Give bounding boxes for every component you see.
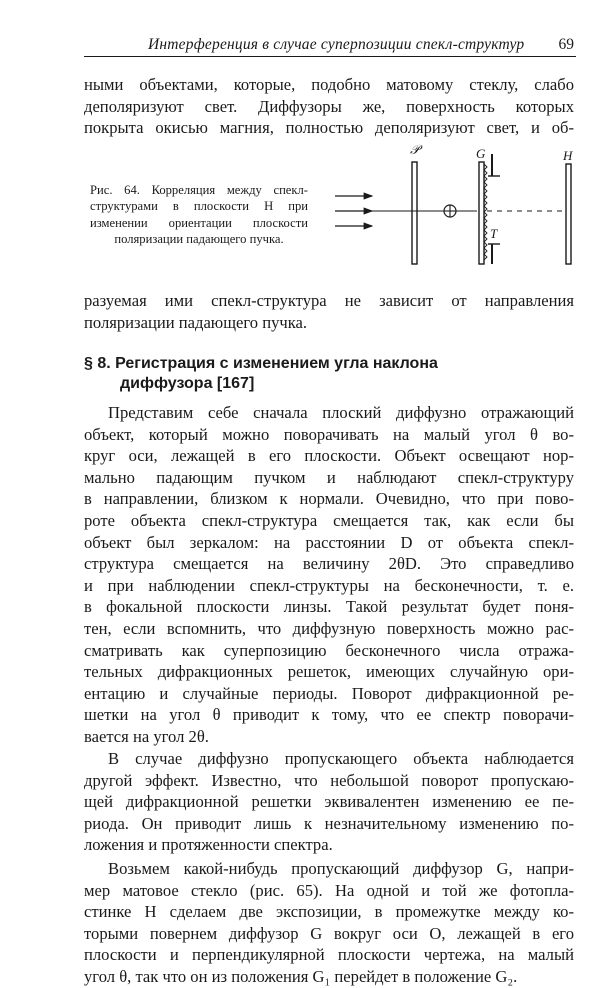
text-line: угол θ, так что он из положения G₁ перейдет в положение G₂. (84, 966, 518, 986)
text-line: другой эффект. Известно, что небольшой поворот пропускаю- (84, 770, 574, 790)
text-line: покрыта окисью магния, полностью деполяризуют свет, и об- (84, 118, 574, 138)
text-line: ентацию и случайные периоды. Поворот дифракционной ре- (84, 683, 574, 703)
text-line: тен, если вспомнить, что диффузную поверхность можно рас- (84, 618, 574, 638)
text-line: и при наблюдении спекл-структуры на бесконечности, т. е. (84, 575, 574, 595)
text-line: мально падающим пучком и наблюдают спекл-структуру (84, 467, 574, 487)
text-line: объект был зеркалом: на расстоянии D от объекта спекл- (84, 532, 574, 552)
paragraph-1 (84, 402, 574, 748)
text-line: разуемая ими спекл-структура не зависит от направления (84, 291, 574, 310)
text-line: ложения и протяженности спектра. (84, 835, 333, 855)
figure-64-diagram (330, 140, 580, 270)
section-title-line: § 8. Регистрация с изменением угла наклона (84, 355, 438, 372)
text-line: Возьмем какой-нибудь пропускающий диффузор G, напри- (108, 859, 574, 878)
label-rotation: T (490, 226, 498, 241)
text-line: круг оси, лежащей в его плоскости. Объект освещают нор- (84, 446, 574, 466)
text-line: роте объекта спекл-структура смещается так, как если бы (84, 510, 574, 530)
text-line: деполяризуют свет. Диффузоры же, поверхность которых (84, 96, 574, 116)
intro-paragraph (84, 74, 574, 139)
text-line: в фокальной плоскости линзы. Такой результат будет поня- (84, 597, 574, 617)
text-line: мер матовое стекло (рис. 65). На одной и той же фотопла- (84, 880, 574, 900)
figure-followup-paragraph (84, 290, 574, 333)
page-header (84, 34, 576, 57)
paragraph-3 (84, 858, 574, 988)
text-line: шетки на угол θ приводит к тому, что ее спектр поворачи- (84, 705, 574, 725)
text-line: в направлении, близком к нормали. Очевидно, что при пово- (84, 489, 574, 509)
text-line: структура смещается на величину 2θD. Это справедливо (84, 554, 574, 574)
caption-line: структурами в плоскости H при (90, 199, 308, 214)
optical-setup-drawing (330, 140, 580, 270)
caption-line: Рис. 64. Корреляция между спекл- (90, 183, 308, 197)
text-line: Представим себе сначала плоский диффузно отражающий (108, 403, 574, 422)
text-line: объект, который можно поворачивать на малый угол θ во- (84, 424, 574, 444)
text-line: риода. Он приводит лишь к незначительному изменению по- (84, 813, 574, 833)
label-screen: H (563, 148, 573, 163)
text-line: вается на угол 2θ. (84, 726, 209, 746)
text-line: торыми повернем диффузор G вокруг оси O, лежащей в его (84, 923, 574, 943)
caption-line: поляризации падающего пучка. (114, 232, 284, 247)
paragraph-2 (84, 748, 574, 856)
label-diffuser: G (476, 146, 486, 161)
text-line: плоскости и перпендикулярной плоскости чертежа, на малый (84, 945, 574, 965)
text-line: ными объектами, которые, подобно матовому стеклу, слабо (84, 75, 574, 94)
screen-plate-h (566, 164, 571, 264)
diffuser-plate (479, 162, 484, 264)
text-line: В случае диффузно пропускающего объекта наблюдается (108, 749, 574, 768)
running-title: Интерференция в случае суперпозиции спекл-структур (148, 36, 525, 53)
label-polarizer: 𝒫 (410, 142, 420, 157)
caption-line: изменении ориентации плоскости (90, 215, 308, 230)
text-line: тельных дифракционных решеток, имеющих случайную ори- (84, 662, 574, 682)
section-title-line: диффузора [167] (120, 375, 255, 392)
polarizer-plate (412, 162, 417, 264)
section-heading (84, 354, 574, 394)
text-line: сматривать как суперпозицию бесконечного числа отража- (84, 640, 574, 660)
figure-caption (90, 182, 308, 248)
text-line: стинке H сделаем две экспозиции, в промежутке между ко- (84, 902, 574, 922)
text-line: поляризации падающего пучка. (84, 312, 308, 332)
text-line: щей дифракционной решетки эквивалентен изменению ее пе- (84, 792, 574, 812)
page-number: 69 (558, 36, 574, 53)
